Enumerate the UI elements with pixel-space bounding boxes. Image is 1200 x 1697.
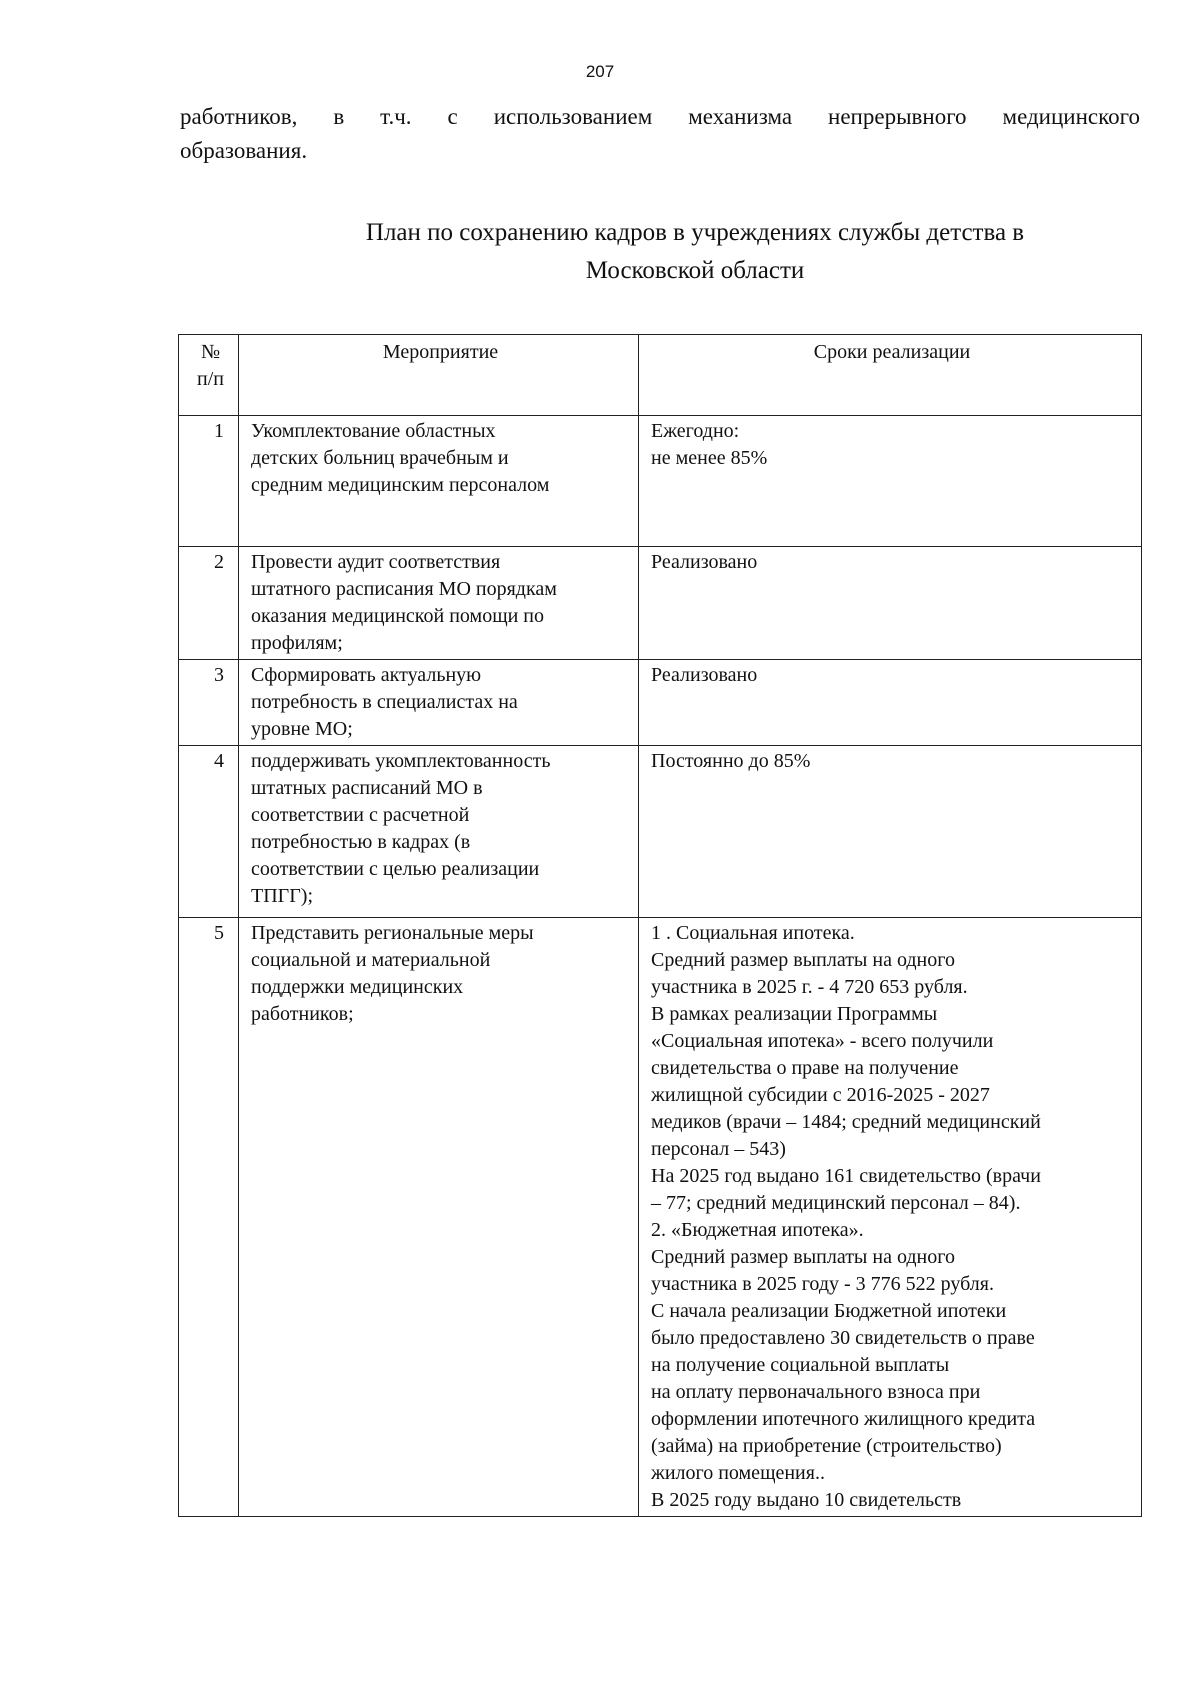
deadline-line: персонал – 543) bbox=[651, 1138, 786, 1160]
row-number: 5 bbox=[179, 918, 239, 1517]
measure-cell bbox=[239, 918, 639, 1517]
header-deadline-label: Сроки реализации bbox=[813, 341, 971, 363]
table-body bbox=[179, 416, 1142, 1517]
measure-line: поддержки медицинских bbox=[251, 976, 464, 998]
measure-line: Представить региональные меры bbox=[251, 922, 534, 944]
deadline-line: Реализовано bbox=[651, 551, 758, 573]
deadline-cell bbox=[639, 547, 1142, 660]
measure-line: Укомплектование областных bbox=[251, 420, 496, 442]
plan-table bbox=[178, 334, 1142, 1517]
deadline-cell bbox=[639, 746, 1142, 918]
measure-cell bbox=[239, 660, 639, 746]
deadline-line: 1 . Социальная ипотека. bbox=[651, 922, 855, 944]
deadline-line: На 2025 год выдано 161 свидетельство (врачи bbox=[651, 1165, 1041, 1187]
deadline-line: участника в 2025 году - 3 776 522 рубля. bbox=[651, 1273, 994, 1295]
measure-line: штатных расписаний МО в bbox=[251, 777, 483, 799]
measure-line: социальной и материальной bbox=[251, 949, 491, 971]
header-num-label: № п/п bbox=[197, 341, 224, 390]
measure-cell bbox=[239, 746, 639, 918]
measure-line: потребностью в кадрах (в bbox=[251, 831, 471, 853]
measure-line: профилям; bbox=[251, 632, 343, 654]
header-num bbox=[179, 335, 239, 416]
header-measure bbox=[239, 335, 639, 416]
intro-line-1: работников, в т.ч. с использованием механизма непрерывного медицинского bbox=[180, 104, 1140, 129]
table-row bbox=[179, 547, 1142, 660]
deadline-cell bbox=[639, 416, 1142, 547]
plan-title-line-1: План по сохранению кадров в учреждениях службы детства в bbox=[365, 219, 1025, 246]
header-deadline bbox=[639, 335, 1142, 416]
measure-line: уровне МО; bbox=[251, 718, 353, 740]
table-header-row bbox=[179, 335, 1142, 416]
row-number: 1 bbox=[179, 416, 239, 547]
deadline-line: оформлении ипотечного жилищного кредита bbox=[651, 1408, 1036, 1430]
deadline-line: на оплату первоначального взноса при bbox=[651, 1381, 981, 1403]
deadline-line: В рамках реализации Программы bbox=[651, 1003, 938, 1025]
measure-line: работников; bbox=[251, 1003, 354, 1025]
intro-line-2: образования. bbox=[180, 138, 308, 163]
deadline-line: на получение социальной выплаты bbox=[651, 1354, 950, 1376]
header-measure-label: Мероприятие bbox=[382, 341, 499, 363]
deadline-line: Средний размер выплаты на одного bbox=[651, 1246, 955, 1268]
measure-line: детских больниц врачебным и bbox=[251, 447, 509, 469]
measure-line: штатного расписания МО порядкам bbox=[251, 578, 557, 600]
measure-line: средним медицинским персоналом bbox=[251, 474, 550, 496]
row-number: 4 bbox=[179, 746, 239, 918]
deadline-line: «Социальная ипотека» - всего получили bbox=[651, 1030, 994, 1052]
deadline-line: – 77; средний медицинский персонал – 84). bbox=[651, 1192, 1021, 1214]
measure-line: Провести аудит соответствия bbox=[251, 551, 501, 573]
measure-line: оказания медицинской помощи по bbox=[251, 605, 544, 627]
deadline-line: участника в 2025 г. - 4 720 653 рубля. bbox=[651, 976, 968, 998]
measure-line: соответствии с расчетной bbox=[251, 804, 470, 826]
measure-line: Сформировать актуальную bbox=[251, 664, 482, 686]
measure-cell bbox=[239, 547, 639, 660]
measure-line: поддерживать укомплектованность bbox=[251, 750, 551, 772]
deadline-line: жилищной субсидии с 2016-2025 - 2027 bbox=[651, 1084, 990, 1106]
intro-paragraph bbox=[180, 100, 1140, 168]
deadline-cell bbox=[639, 660, 1142, 746]
row-number: 3 bbox=[179, 660, 239, 746]
deadline-line: (займа) на приобретение (строительство) bbox=[651, 1435, 1002, 1457]
page-number: 207 bbox=[585, 62, 615, 81]
deadline-line: жилого помещения.. bbox=[651, 1462, 825, 1484]
deadline-line: Средний размер выплаты на одного bbox=[651, 949, 955, 971]
deadline-line: Постоянно до 85% bbox=[651, 750, 811, 772]
measure-line: соответствии с целью реализации bbox=[251, 858, 540, 880]
table-row bbox=[179, 746, 1142, 918]
table-row bbox=[179, 416, 1142, 547]
row-number: 2 bbox=[179, 547, 239, 660]
plan-title bbox=[300, 214, 1090, 290]
deadline-line: Реализовано bbox=[651, 664, 758, 686]
measure-cell bbox=[239, 416, 639, 547]
table-row bbox=[179, 660, 1142, 746]
deadline-line: 2. «Бюджетная ипотека». bbox=[651, 1219, 864, 1241]
table-row bbox=[179, 918, 1142, 1517]
deadline-line: медиков (врачи – 1484; средний медицинский bbox=[651, 1111, 1041, 1133]
deadline-line: Ежегодно: bbox=[651, 420, 740, 442]
deadline-cell bbox=[639, 918, 1142, 1517]
measure-line: потребность в специалистах на bbox=[251, 691, 518, 713]
deadline-line: С начала реализации Бюджетной ипотеки bbox=[651, 1300, 1007, 1322]
deadline-line: было предоставлено 30 свидетельств о праве bbox=[651, 1327, 1035, 1349]
deadline-line: не менее 85% bbox=[651, 447, 768, 469]
measure-line: ТПГГ); bbox=[251, 885, 314, 907]
plan-title-line-2: Московской области bbox=[585, 257, 805, 284]
deadline-line: В 2025 году выдано 10 свидетельств bbox=[651, 1489, 962, 1511]
deadline-line: свидетельства о праве на получение bbox=[651, 1057, 959, 1079]
